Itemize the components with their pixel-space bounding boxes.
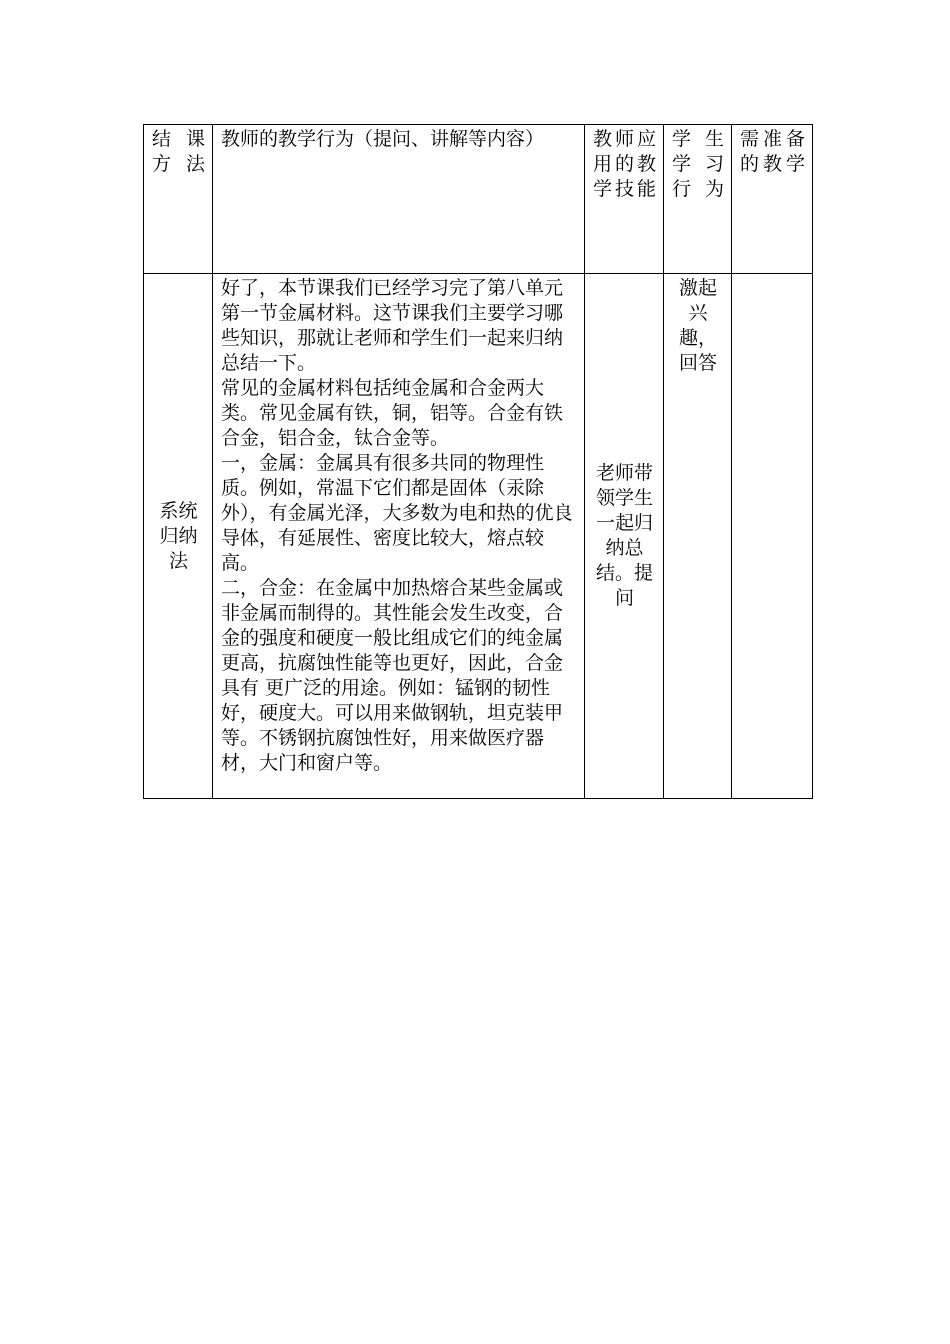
method-cell: 系统归纳法 [144, 274, 213, 799]
table-header-row [144, 125, 813, 274]
content-paragraph-intro: 好了，本节课我们已经学习完了第八单元第一节金属材料。这节课我们主要学习哪些知识，那就让老师和学生们一起来归纳总结一下。 [221, 277, 564, 374]
lesson-plan-table [143, 124, 813, 799]
teacher-content-cell [213, 274, 585, 799]
preparation-cell [732, 274, 813, 799]
header-student-behavior: 学生学习行为 [664, 125, 732, 274]
teacher-skill-cell: 老师带领学生一起归纳总结。提问 [585, 274, 664, 799]
header-method: 结课方法 [144, 125, 213, 274]
header-teacher-behavior: 教师的教学行为（提问、讲解等内容） [213, 125, 585, 274]
student-behavior-cell: 激起兴趣，回答 [664, 274, 732, 799]
table-row [144, 274, 813, 799]
header-preparation: 需准备的教学 [732, 125, 813, 274]
content-paragraph-alloys: 二，合金：在金属中加热熔合某些金属或非金属而制得的。其性能会发生改变，合金的强度和硬度一般比组成它们的纯金属更高，抗腐蚀性能等也更好，因此，合金具有 更广泛的用途。例如：锰钢的韧性好，硬度大。可以用来做钢轨，坦克装甲等。不锈钢抗腐蚀性好，用来做医疗器材，大门和窗户等。 [221, 577, 564, 774]
content-paragraph-overview: 常见的金属材料包括纯金属和合金两大类。常见金属有铁，铜，铝等。合金有铁合金，铝合金，钛合金等。 [221, 377, 564, 449]
header-teacher-skill: 教师应用的教学技能 [585, 125, 664, 274]
content-paragraph-metals: 一，金属：金属具有很多共同的物理性质。例如，常温下它们都是固体（汞除外），有金属光泽，大多数为电和热的优良导体，有延展性、密度比较大，熔点较高。 [221, 452, 573, 574]
